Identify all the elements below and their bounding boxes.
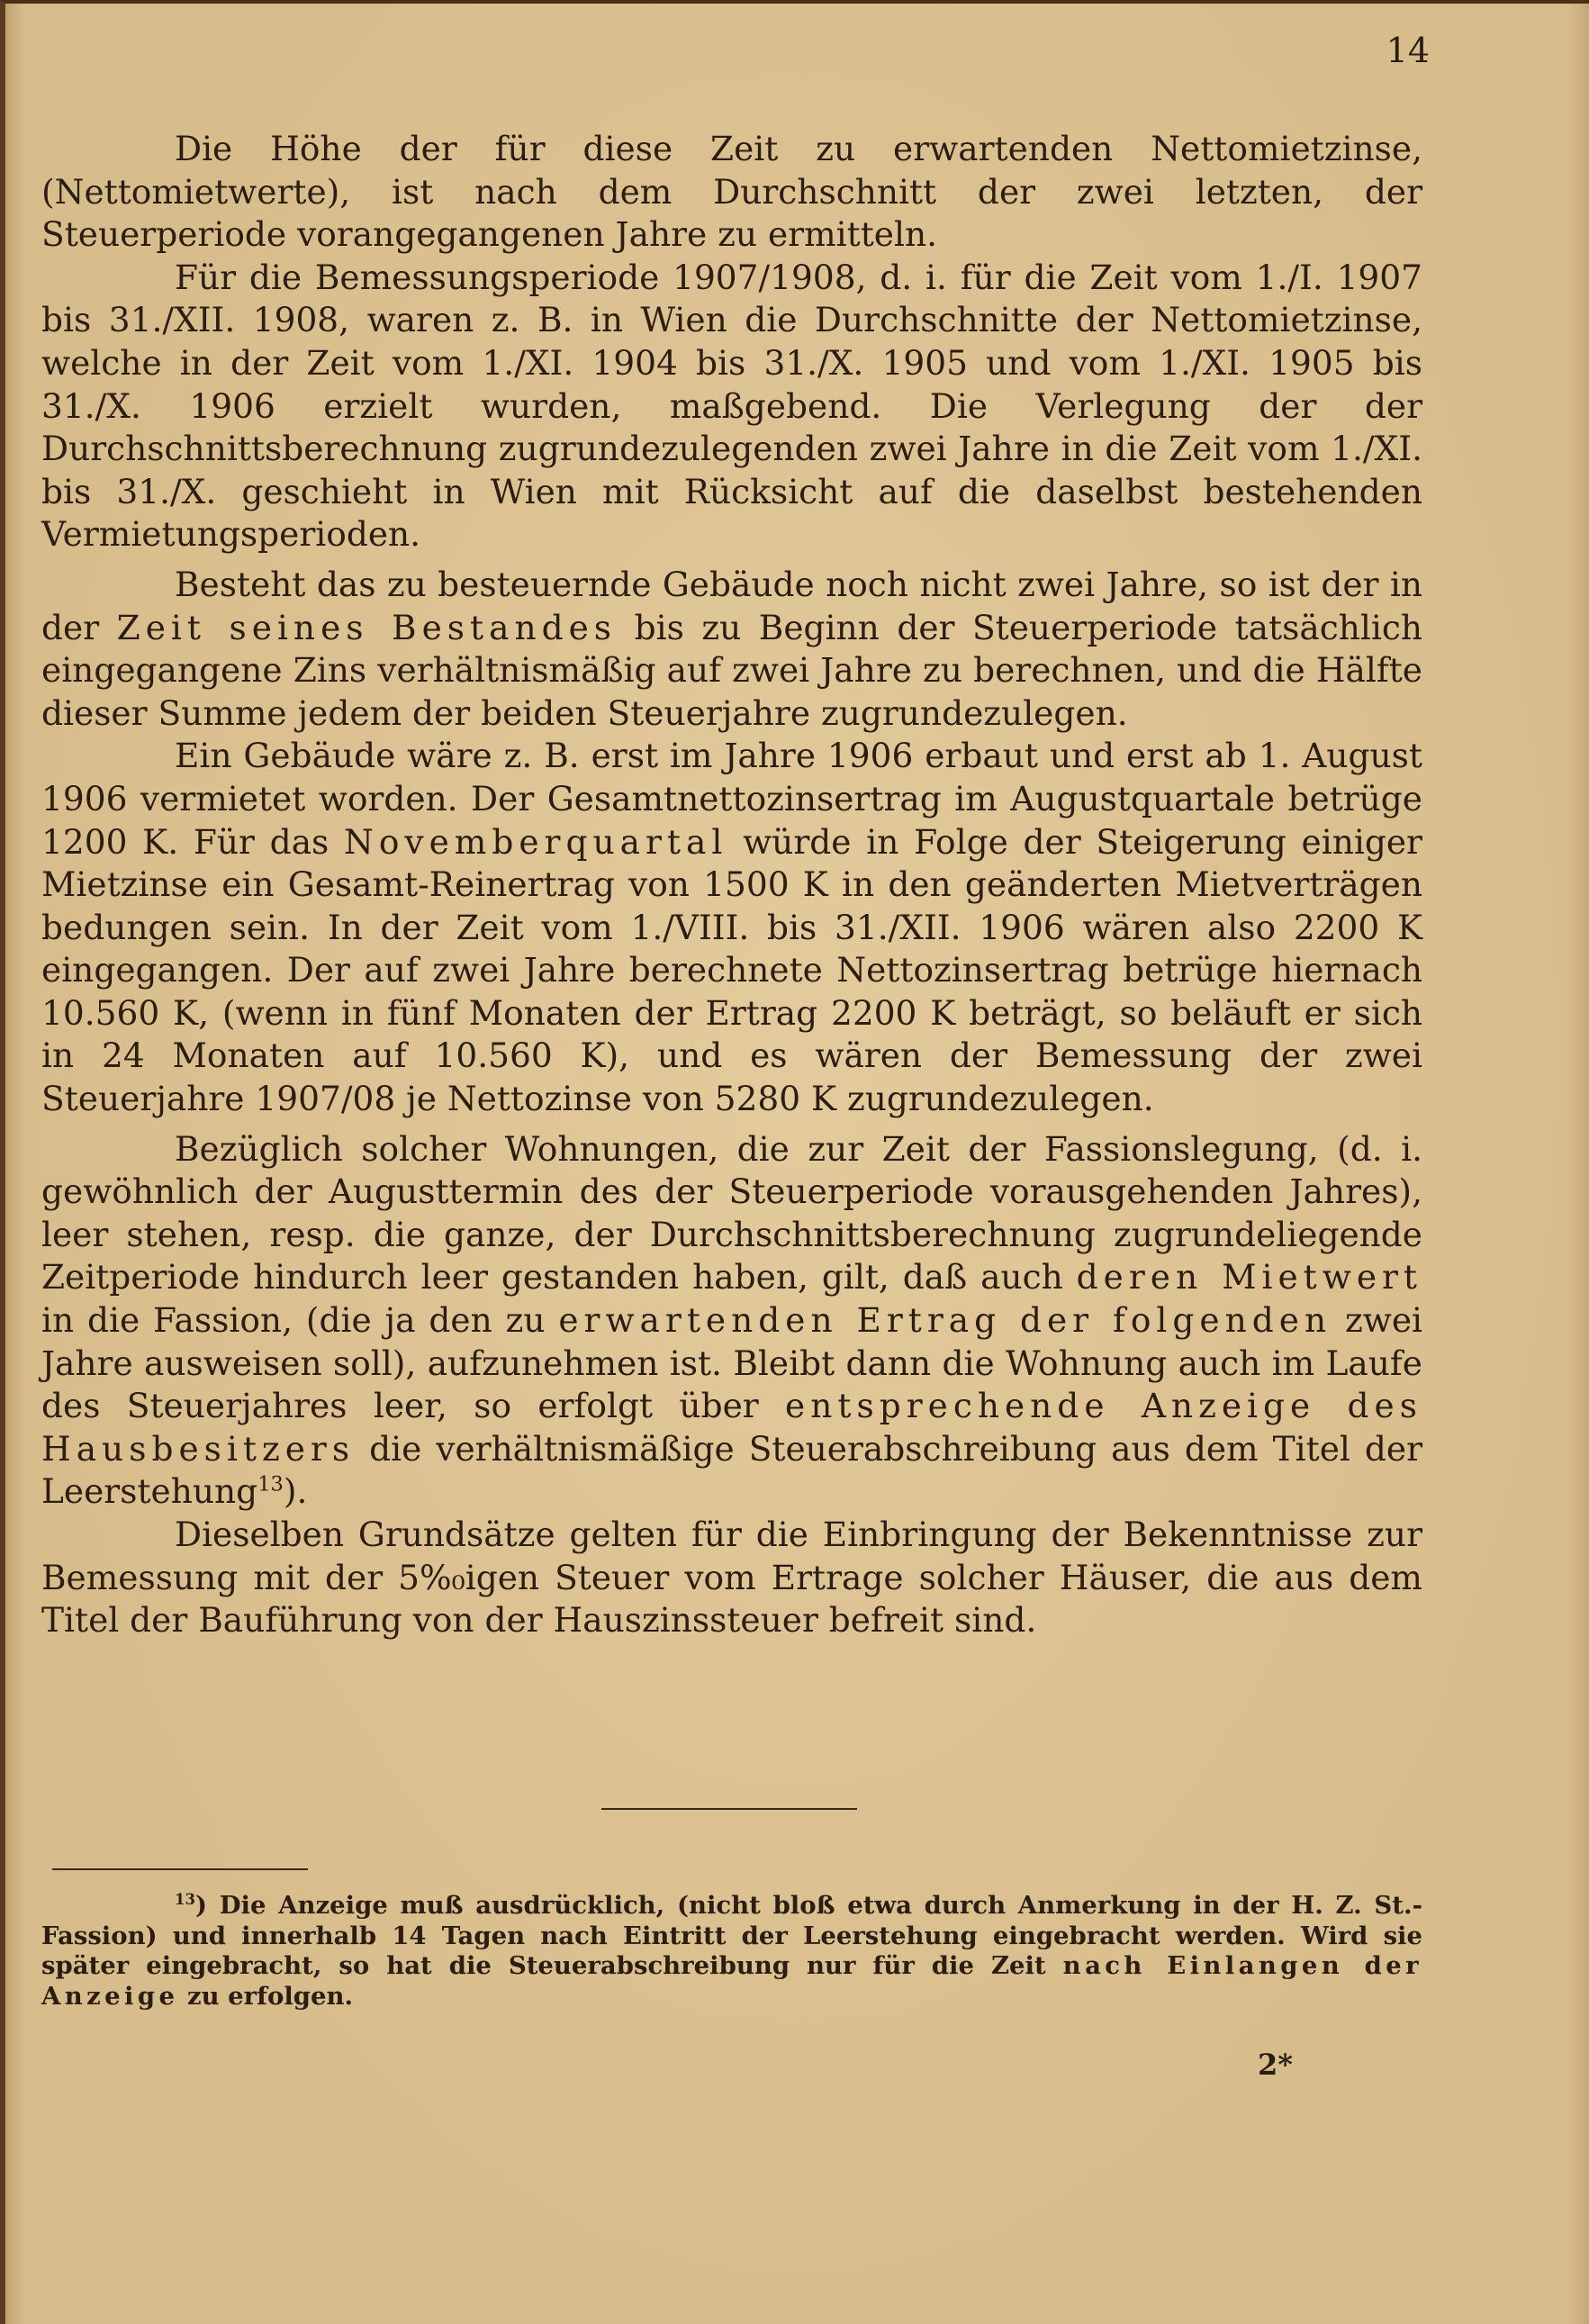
paragraph-5-emphasis-1: deren Mietwert	[1076, 1257, 1423, 1298]
paragraph-2-text: Für die Bemessungsperiode 1907/1908, d. i. für die Zeit vom 1./I. 1907 bis 31./XII. 1908, waren z. B. in Wien die Durchschnitte der Nettomietzinse, welche in der Zeit vom 1./XI. 1904 bis 31./X. 1905 und vom 1./XI. 1905 bis 31./X. 1906 erzielt wurden, maßgebend. Die Verlegung der der Durchschnittsberechnung zugrundezulegenden zwei Jahre in die Zeit vom 1./XI. bis 31./X. geschieht in Wien mit Rücksicht auf die daselbst bestehenden Vermietungsperioden.	[41, 257, 1422, 555]
paragraph-4-text-b: würde in Folge der Steigerung einiger Mietzinse ein Gesamt-Reinertrag von 1500 K in den geänderten Mietverträgen bedungen sein. In der Zeit vom 1./VIII. bis 31./XII. 1906 wären also 2200 K eingegangen. Der auf zwei Jahre berechnete Nettozinsertrag betrüge hiernach 10.560 K, (wenn in fünf Monaten der Ertrag 2200 K beträgt, so beläuft er sich in 24 Monaten auf 10.560 K), und es wären der Bemessung der zwei Steuerjahre 1907/08 je Nettozinse von 5280 K zugrundezulegen.	[41, 821, 1422, 1119]
paragraph-3-emphasis: Zeit seines Bestandes	[116, 607, 618, 647]
paragraph-4-text-a: Ein Gebäude wäre z. B. erst im Jahre 1906 erbaut und erst ab 1. August 1906 vermietet worden. Der Gesamtnettozinsertrag im Augustquartale betrüge 1200 K. Für das	[41, 736, 1422, 862]
footnote-text-a: ) Die Anzeige muß ausdrücklich, (nicht bloß etwa durch Anmerkung in der H. Z. St.-Fassion) und innerhalb 14 Tagen nach Eintritt der Leerstehung eingebracht werden. Wird sie später eingebracht, so hat die Steuerabschreibung nur für die Zeit	[41, 1891, 1422, 1980]
paragraph-5-emphasis-2: erwartenden Ertrag der folgenden	[558, 1300, 1332, 1341]
footnote-reference: 13	[257, 1472, 284, 1497]
paragraph-3-text-a: Besteht das zu besteuernde Gebäude noch nicht zwei Jahre, so ist der in der	[41, 564, 1422, 647]
body-text	[41, 128, 1422, 1642]
footnote-text-b: zu erfolgen.	[178, 1981, 354, 2011]
footnote-rule	[52, 1868, 308, 1870]
page-number: 14	[1386, 31, 1430, 70]
paragraph-5-text-b: in die Fassion, (die ja den zu	[41, 1300, 559, 1341]
printer-signature-mark: 2*	[1258, 2048, 1293, 2082]
paragraph-5-text-c: zwei Jahre ausweisen soll), aufzunehmen ist. Bleibt dann die Wohnung auch im Laufe des Steuerjahres leer, so erfolgt über	[41, 1300, 1423, 1426]
paragraph-3-text-b: bis zu Beginn der Steuerperiode tatsächlich eingegangene Zins verhältnismäßig auf zwei Jahre zu berechnen, und die Hälfte dieser Summe jedem der beiden Steuerjahre zugrundezulegen.	[41, 607, 1423, 733]
footnote	[41, 1891, 1422, 2012]
permille-sign: %₀	[420, 1557, 465, 1597]
paragraph-5-text-d: die verhältnismäßige Steuerabschreibung aus dem Titel der Leerstehung	[41, 1428, 1422, 1512]
footnote-mark: 13	[175, 1890, 195, 1908]
paragraph-1-text: Die Höhe der für diese Zeit zu erwartenden Nettomietzinse, (Nettomietwerte), ist nach dem Durchschnitt der zwei letzten, der Steuerperiode vorangegangenen Jahre zu ermitteln.	[41, 129, 1422, 255]
paragraph-5-emphasis-3: entsprechende Anzeige des Hausbesitzers	[41, 1386, 1422, 1469]
paragraph-5	[41, 1128, 1422, 1514]
footnote-emphasis: nach Einlangen der Anzeige	[41, 1951, 1422, 2011]
paragraph-4	[41, 735, 1422, 1120]
paragraph-3	[41, 564, 1422, 735]
paragraph-1	[41, 128, 1422, 257]
paragraph-2	[41, 257, 1422, 556]
paragraph-6-text-a: Dieselben Grundsätze gelten für die Einbringung der Bekenntnisse zur Bemessung mit der 5	[41, 1515, 1422, 1597]
paragraph-6	[41, 1514, 1422, 1642]
paragraph-5-text-a: Bezüglich solcher Wohnungen, die zur Zeit der Fassionslegung, (d. i. gewöhnlich der Augusttermin des der Steuerperiode vorausgehenden Jahres), leer stehen, resp. die ganze, der Durchschnittsberechnung zugrundeliegende Zeitperiode hindurch leer gestanden haben, gilt, daß auch	[41, 1128, 1422, 1298]
section-end-rule	[601, 1808, 857, 1810]
paragraph-6-text-b: igen Steuer vom Ertrage solcher Häuser, die aus dem Titel der Bauführung von der Hauszinssteuer befreit sind.	[41, 1557, 1422, 1641]
paragraph-4-emphasis: Novemberquartal	[344, 821, 728, 862]
footnote-paragraph	[41, 1891, 1422, 2012]
paragraph-5-text-e: ).	[283, 1471, 308, 1512]
